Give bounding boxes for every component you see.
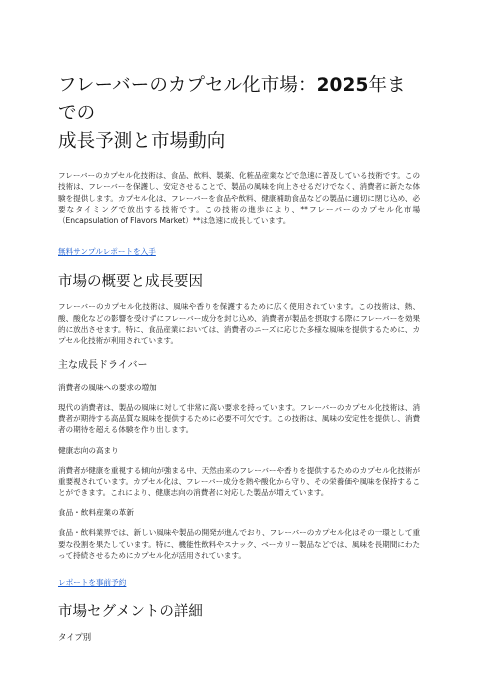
driver-body: 消費者が健康を重視する傾向が強まる中、天然由来のフレーバーや香りを提供するためのカプセル化技術が重要視されています。カプセル化は、フレーバー成分を熱や酸化から守り、その栄養価や風味を保持することができます。これにより、健康志向の消費者に対応した製品が増えています。 [58,465,420,498]
driver-title: 消費者の風味への要求の増加 [58,382,157,392]
title-year: 2025 [316,75,369,96]
driver-body: 食品・飲料業界では、新しい風味や製品の開発が進んでおり、フレーバーのカプセル化はその一環として重要な役割を果たしています。特に、機能性飲料やスナック、ベーカリー製品などでは、風味を長期間にわたって持続させるためにカプセル化が活用されています。 [58,528,420,561]
title-line2: 成長予測と市場動向 [58,131,226,152]
overview-paragraph: フレーバーのカプセル化技術は、風味や香りを保護するために広く使用されています。この技術は、熱、酸、酸化などの影響を受けずにフレーバー成分を封じ込め、消費者が製品を摂取する際にフレーバーを効果的に放出させます。特に、食品産業においては、消費者のニーズに応じた多様な風味を提供するために、カプセル化技術が利用されています。 [58,302,420,346]
preorder-report-link[interactable]: レポートを事前予約 [58,578,127,588]
document-page [58,72,420,643]
overview-heading: 市場の概要と成長要因 [58,274,203,291]
title-part2: 年までの [58,75,406,124]
segments-subheading: タイプ別 [58,632,92,643]
intro-paragraph: フレーバーのカプセル化技術は、食品、飲料、製薬、化粧品産業などで急速に普及している技術です。この技術は、フレーバーを保護し、安定させることで、製品の風味を向上させるだけでなく、消費者に新たな体験を提供します。カプセル化は、フレーバーを食品や飲料、健康補助食品などの製品に適切に閉じ込め、必要なタイミングで放出する技術です。この技術の進歩により、**フレーバーのカプセル化市場（Encapsulation of Flavors Market）**は急速に成長しています。 [58,171,420,226]
segments-heading: 市場セグメントの詳細 [58,604,203,621]
driver-title: 食品・飲料産業の革新 [58,508,134,518]
title-part1: フレーバーのカプセル化市場： [58,75,317,96]
page-title [58,72,420,156]
drivers-heading: 主な成長ドライバー [58,359,148,371]
free-sample-report-link[interactable]: 無料サンプルレポートを入手 [58,247,156,257]
driver-body: 現代の消費者は、製品の風味に対して非常に高い要求を持っています。フレーバーのカプセル化技術は、消費者が期待する高品質な風味を提供するために必要不可欠です。この技術は、風味の安定性を提供し、消費者の期待を超える体験を作り出します。 [58,402,420,435]
driver-title: 健康志向の高まり [58,445,119,455]
